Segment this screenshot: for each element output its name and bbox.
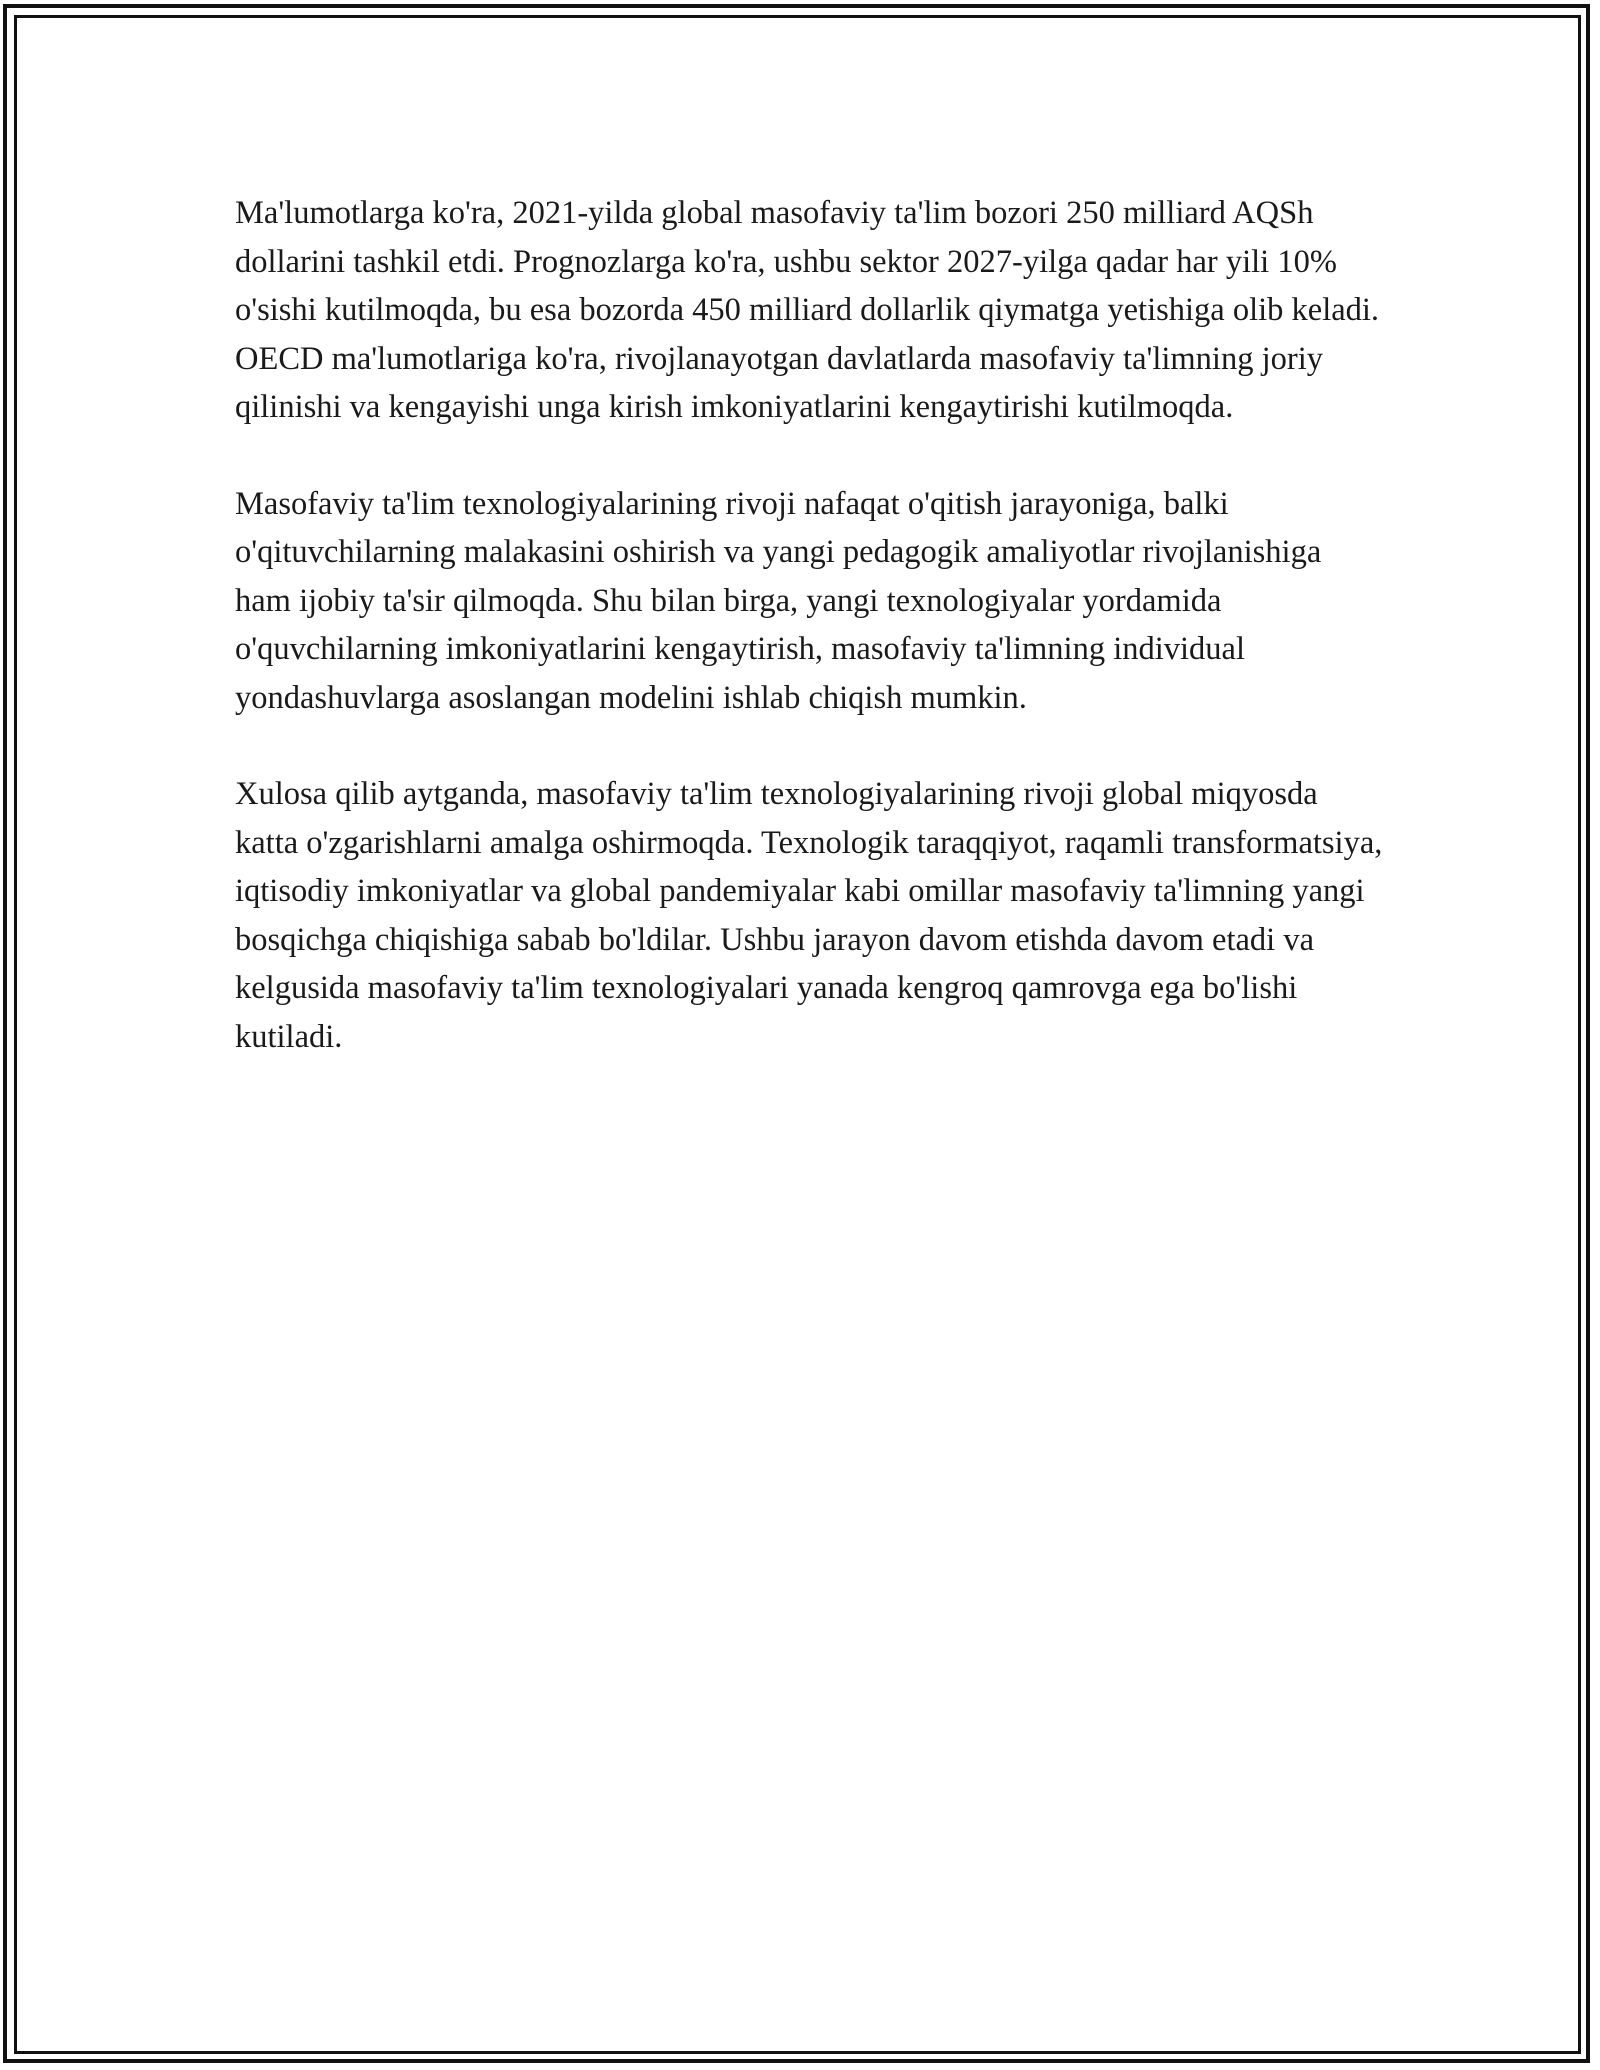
paragraph-conclusion: Xulosa qilib aytganda, masofaviy ta'lim texnologiyalarining rivoji global miqyosda katta o'zgarishlarni amalga oshirmoqda. Texnologik taraqqiyot, raqamli transformatsiya, iqtisodiy imkoniyatlar va global pandemiyalar kabi omillar masofaviy ta'limning yangi bosqichga chiqishiga sabab bo'ldilar. Ushbu jarayon davom etishda davom etadi va kelgusida masofaviy ta'lim texnologiyalari yanada kengroq qamrovga ega bo'lishi kutiladi. — [235, 776, 1383, 1055]
paragraph-technology-impact: Masofaviy ta'lim texnologiyalarining rivoji nafaqat o'qitish jarayoniga, balki o'qituvchilarning malakasini oshirish va yangi pedagogik amaliyotlar rivojlanishiga ham ijobiy ta'sir qilmoqda. Shu bilan birga, yangi texnologiyalar yordamida o'quvchilarning imkoniyatlarini kengaytirish, masofaviy ta'limning individual yondashuvlarga asoslangan modelini ishlab chiqish mumkin. — [235, 485, 1322, 716]
document-body — [235, 189, 1385, 1109]
paragraph-market-statistics: Ma'lumotlarga ko'ra, 2021-yilda global masofaviy ta'lim bozori 250 milliard AQSh dollarini tashkil etdi. Prognozlarga ko'ra, ushbu sektor 2027-yilga qadar har yili 10% o'sishi kutilmoqda, bu esa bozorda 450 milliard dollarlik qiymatga yetishiga olib keladi. OECD ma'lumotlariga ko'ra, rivojlanayotgan davlatlarda masofaviy ta'limning joriy qilinishi va kengayishi unga kirish imkoniyatlarini kengaytirishi kutilmoqda. — [235, 195, 1380, 425]
